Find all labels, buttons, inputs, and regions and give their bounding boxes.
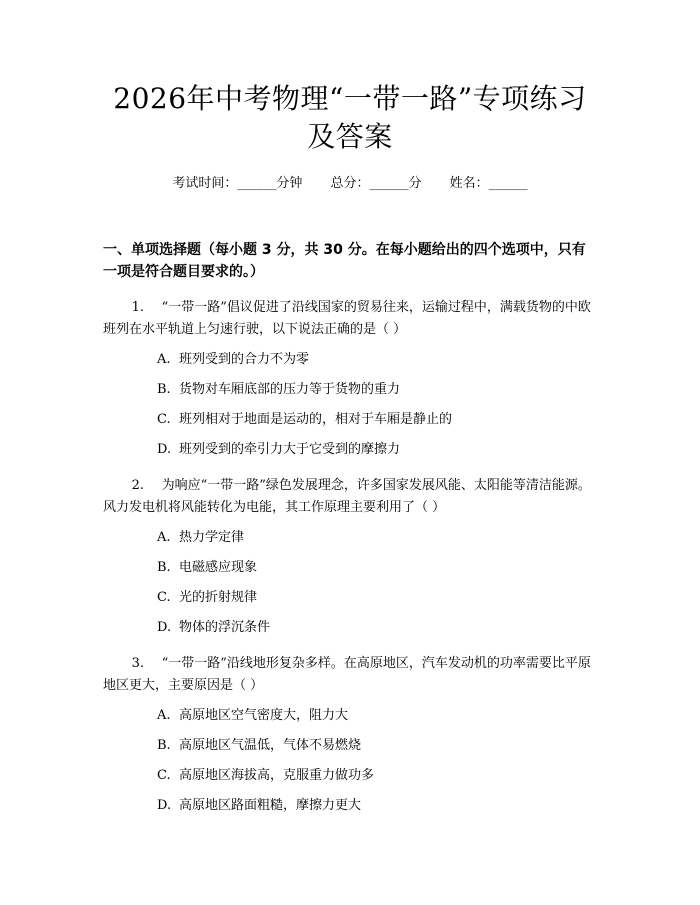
exam-time-field: 考试时间：______分钟 bbox=[172, 176, 303, 191]
option-text: 班列受到的牵引力大于它受到的摩擦力 bbox=[179, 442, 401, 457]
question-number: 3. bbox=[131, 656, 144, 671]
option-text: 高原地区气温低，气体不易燃烧 bbox=[179, 738, 362, 753]
option-letter: B. bbox=[157, 560, 171, 575]
option-letter: C. bbox=[157, 412, 171, 427]
option-letter: D. bbox=[157, 798, 172, 813]
option-letter: A. bbox=[157, 352, 171, 367]
exam-info-row bbox=[103, 174, 597, 194]
option-text: 班列相对于地面是运动的，相对于车厢是静止的 bbox=[179, 412, 453, 427]
option-a bbox=[157, 349, 597, 371]
option-letter: B. bbox=[157, 382, 171, 397]
option-a bbox=[157, 705, 597, 727]
options-list-q3 bbox=[103, 705, 597, 817]
option-b bbox=[157, 557, 597, 579]
options-list-q1 bbox=[103, 349, 597, 461]
student-name-field: 姓名：______ bbox=[449, 176, 528, 191]
question-text: “一带一路”沿线地形复杂多样。在高原地区，汽车发动机的功率需要比平原地区更大，主要原因是（ ） bbox=[103, 656, 591, 693]
option-text: 电磁感应现象 bbox=[179, 560, 258, 575]
option-text: 高原地区海拔高，克服重力做功多 bbox=[179, 768, 375, 783]
section-heading-single-choice: 一、单项选择题（每小题 3 分，共 30 分。在每小题给出的四个选项中，只有一项是符合题目要求的。） bbox=[103, 242, 586, 280]
option-text: 物体的浮沉条件 bbox=[179, 620, 271, 635]
option-b bbox=[157, 379, 597, 401]
question-2 bbox=[103, 475, 597, 519]
option-text: 班列受到的合力不为零 bbox=[179, 352, 310, 367]
option-a bbox=[157, 527, 597, 549]
option-d bbox=[157, 617, 597, 639]
question-text: “一带一路”倡议促进了沿线国家的贸易往来，运输过程中，满载货物的中欧班列在水平轨道上匀速行驶，以下说法正确的是（ ） bbox=[103, 300, 591, 337]
total-score-field: 总分：______分 bbox=[330, 176, 422, 191]
option-letter: A. bbox=[157, 708, 171, 723]
option-d bbox=[157, 439, 597, 461]
option-text: 光的折射规律 bbox=[179, 590, 258, 605]
option-text: 高原地区路面粗糙，摩擦力更大 bbox=[179, 798, 362, 813]
option-c bbox=[157, 587, 597, 609]
question-3 bbox=[103, 653, 597, 697]
document-title: 2026年中考物理“一带一路”专项练习及答案 bbox=[113, 82, 587, 153]
question-text: 为响应“一带一路”绿色发展理念，许多国家发展风能、太阳能等清洁能源。风力发电机将风能转化为电能，其工作原理主要利用了（ ） bbox=[103, 478, 591, 515]
option-b bbox=[157, 735, 597, 757]
option-letter: C. bbox=[157, 768, 171, 783]
option-letter: B. bbox=[157, 738, 171, 753]
option-text: 高原地区空气密度大，阻力大 bbox=[179, 708, 349, 723]
option-text: 热力学定律 bbox=[179, 530, 245, 545]
option-letter: C. bbox=[157, 590, 171, 605]
option-text: 货物对车厢底部的压力等于货物的重力 bbox=[179, 382, 401, 397]
option-letter: D. bbox=[157, 620, 172, 635]
option-d bbox=[157, 795, 597, 817]
question-1 bbox=[103, 297, 597, 341]
option-letter: D. bbox=[157, 442, 172, 457]
option-c bbox=[157, 409, 597, 431]
option-letter: A. bbox=[157, 530, 171, 545]
options-list-q2 bbox=[103, 527, 597, 639]
question-number: 1. bbox=[131, 300, 144, 315]
option-c bbox=[157, 765, 597, 787]
question-number: 2. bbox=[131, 478, 144, 493]
